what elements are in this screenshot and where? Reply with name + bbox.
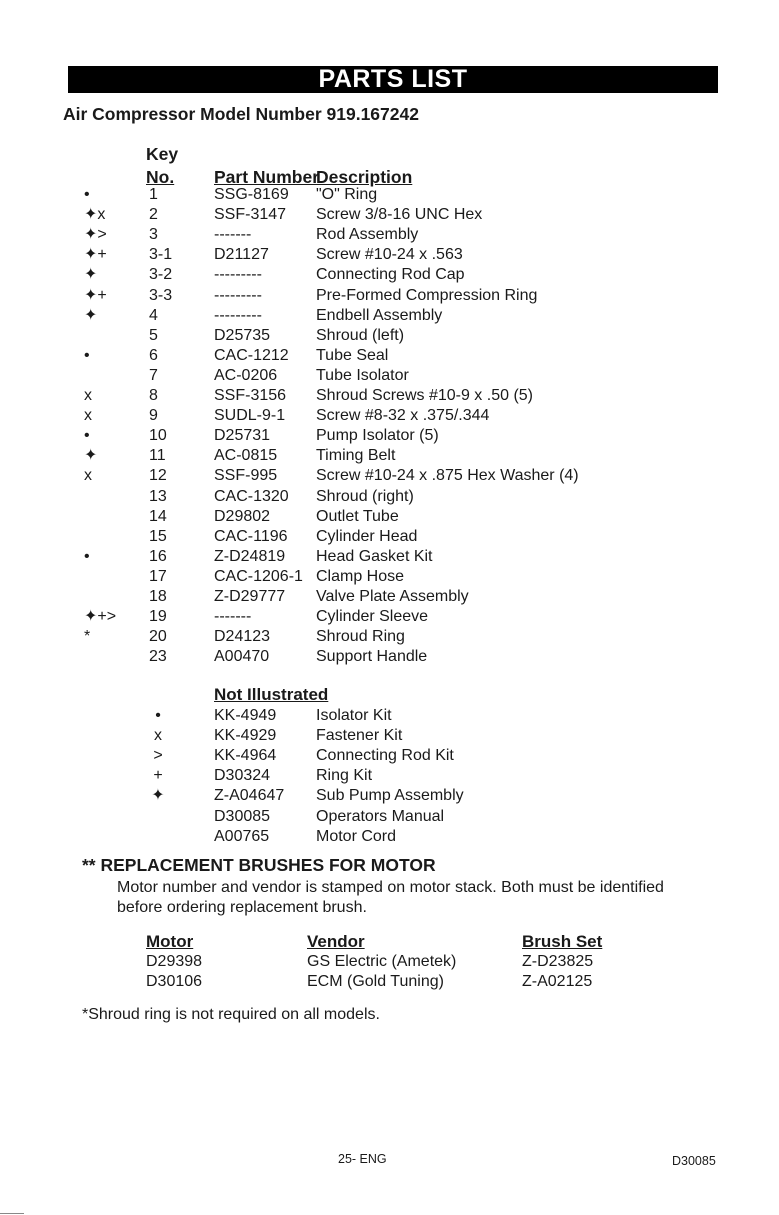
row-part-number: ------- (214, 226, 252, 244)
row-part-number: CAC-1196 (214, 527, 288, 545)
row-key-number: 3 (149, 226, 158, 244)
row-key-number: 8 (149, 387, 158, 404)
table-row (0, 386, 779, 406)
row-description: Shroud Ring (316, 628, 405, 646)
no-header: No. (146, 167, 175, 187)
list-item (0, 807, 779, 827)
row-description: Pre-Formed Compression Ring (316, 286, 538, 304)
vendor-header: Vendor (307, 932, 365, 951)
row-description: Connecting Rod Cap (316, 266, 465, 284)
list-item (0, 786, 779, 806)
table-row (0, 406, 779, 426)
row-key-number: 6 (149, 346, 158, 364)
row-description: Screw #8-32 x .375/.344 (316, 407, 490, 425)
footnote: *Shroud ring is not required on all models. (82, 1006, 380, 1023)
row-key-number: 10 (149, 427, 167, 445)
item-part-number: Z-A04647 (214, 787, 285, 805)
row-description: Shroud (left) (316, 326, 405, 344)
item-description: Sub Pump Assembly (316, 787, 464, 805)
row-key-number: 4 (149, 306, 158, 324)
table-row (0, 265, 779, 285)
row-description: Cylinder Sleeve (316, 608, 429, 626)
item-description: Isolator Kit (316, 707, 392, 724)
table-row (0, 346, 779, 366)
motor-header: Motor (146, 932, 194, 951)
row-symbol: ✦+ (84, 286, 107, 304)
table-row (0, 185, 779, 205)
row-key-number: 3-3 (149, 286, 173, 304)
row-description: Outlet Tube (316, 507, 399, 525)
table-row (0, 366, 779, 386)
item-symbol: > (153, 747, 163, 765)
item-symbol: x (154, 727, 162, 745)
row-symbol: x (84, 387, 92, 404)
row-symbol: x (84, 407, 92, 425)
item-part-number: KK-4929 (214, 727, 277, 745)
brush-set-header: Brush Set (522, 932, 603, 951)
list-item (0, 746, 779, 766)
row-part-number: D25731 (214, 427, 271, 445)
row-part-number: A00470 (214, 648, 270, 666)
row-key-number: 12 (149, 467, 167, 485)
row-description: Screw #10-24 x .563 (316, 246, 463, 264)
row-key-number: 3-2 (149, 266, 173, 284)
row-description: Rod Assembly (316, 226, 419, 244)
row-key-number: 13 (149, 487, 167, 505)
row-description: Screw 3/8-16 UNC Hex (316, 206, 483, 224)
row-key-number: 11 (149, 447, 166, 465)
row-description: Shroud (right) (316, 487, 414, 505)
table-row (0, 607, 779, 627)
row-description: Head Gasket Kit (316, 547, 433, 565)
row-key-number: 9 (149, 407, 158, 425)
brushes-text: Motor number and vendor is stamped on motor stack. Both must be identified before ordering replacement brush. (117, 879, 664, 916)
document-code: D30085 (672, 1154, 716, 1168)
row-key-number: 20 (149, 628, 167, 646)
row-symbol: ✦ (84, 266, 98, 284)
row-key-number: 16 (149, 547, 167, 565)
row-key-number: 23 (149, 648, 167, 666)
row-key-number: 14 (149, 507, 167, 525)
brush-vendor: ECM (Gold Tuning) (307, 973, 444, 990)
row-description: Screw #10-24 x .875 Hex Washer (4) (316, 467, 579, 485)
row-description: Clamp Hose (316, 567, 405, 585)
row-symbol: ✦ (84, 306, 98, 324)
list-item (0, 766, 779, 786)
item-description: Ring Kit (316, 767, 373, 785)
table-row (0, 306, 779, 326)
row-description: Endbell Assembly (316, 306, 443, 324)
list-item (0, 827, 779, 847)
row-symbol: • (84, 427, 90, 445)
row-symbol: * (84, 628, 91, 646)
row-key-number: 1 (149, 186, 158, 203)
table-row (0, 245, 779, 265)
row-symbol: ✦+> (84, 608, 117, 626)
brush-motor: D29398 (146, 953, 203, 970)
not-illustrated-header: Not Illustrated (214, 685, 329, 704)
brush-set: Z-D23825 (522, 953, 594, 970)
row-description: Pump Isolator (5) (316, 427, 439, 445)
item-symbol: + (153, 767, 163, 785)
row-part-number: SSG-8169 (214, 186, 289, 203)
row-part-number: SSF-995 (214, 467, 278, 485)
row-part-number: --------- (214, 306, 262, 324)
row-part-number: Z-D24819 (214, 547, 286, 565)
row-part-number: SUDL-9-1 (214, 407, 286, 425)
row-key-number: 5 (149, 326, 158, 344)
row-part-number: AC-0815 (214, 447, 278, 465)
table-row (0, 547, 779, 567)
row-symbol: ✦ (84, 447, 98, 465)
table-row (0, 487, 779, 507)
row-symbol: • (84, 346, 90, 364)
row-description: Valve Plate Assembly (316, 588, 469, 605)
row-part-number: ------- (214, 608, 252, 626)
table-row (0, 972, 779, 992)
table-row (0, 466, 779, 486)
row-part-number: --------- (214, 286, 262, 304)
row-part-number: D25735 (214, 326, 271, 344)
part-number-header: Part Number (214, 167, 320, 187)
key-header: Key (146, 144, 179, 164)
table-row (0, 587, 779, 607)
row-part-number: CAC-1320 (214, 487, 289, 505)
brush-motor: D30106 (146, 973, 203, 990)
row-part-number: SSF-3156 (214, 387, 287, 404)
item-symbol: • (155, 707, 161, 724)
row-part-number: SSF-3147 (214, 206, 287, 224)
row-key-number: 19 (149, 608, 167, 626)
row-symbol: • (84, 186, 90, 203)
row-key-number: 7 (149, 366, 158, 384)
item-part-number: A00765 (214, 827, 270, 845)
page-number: 25- ENG (338, 1152, 387, 1166)
row-key-number: 15 (149, 527, 167, 545)
row-part-number: --------- (214, 266, 262, 284)
table-row (0, 326, 779, 346)
row-part-number: AC-0206 (214, 366, 278, 384)
item-part-number: KK-4964 (214, 747, 277, 765)
table-row (0, 567, 779, 587)
row-symbol: • (84, 547, 90, 565)
row-part-number: CAC-1212 (214, 346, 289, 364)
row-key-number: 17 (149, 567, 167, 585)
row-description: Support Handle (316, 648, 428, 666)
table-row (0, 627, 779, 647)
row-key-number: 18 (149, 588, 167, 605)
row-symbol: ✦> (84, 226, 107, 244)
row-symbol: ✦x (84, 206, 106, 224)
item-part-number: D30324 (214, 767, 271, 785)
item-symbol: ✦ (151, 787, 165, 805)
item-part-number: KK-4949 (214, 707, 277, 724)
row-part-number: D24123 (214, 628, 271, 646)
row-key-number: 3-1 (149, 246, 173, 264)
table-row (0, 507, 779, 527)
brush-set: Z-A02125 (522, 973, 593, 990)
row-symbol: x (84, 467, 92, 485)
row-description: Tube Isolator (316, 366, 409, 384)
table-row (0, 446, 779, 466)
brush-vendor: GS Electric (Ametek) (307, 953, 457, 970)
table-row (0, 286, 779, 306)
row-description: Shroud Screws #10-9 x .50 (5) (316, 387, 533, 404)
brushes-title: ** REPLACEMENT BRUSHES FOR MOTOR (82, 855, 436, 875)
row-part-number: D21127 (214, 246, 269, 264)
parts-list-banner: PARTS LIST (68, 66, 718, 93)
table-row (0, 952, 779, 972)
row-description: Tube Seal (316, 346, 389, 364)
table-row (0, 527, 779, 547)
row-part-number: D29802 (214, 507, 271, 525)
row-part-number: CAC-1206-1 (214, 567, 303, 585)
model-title: Air Compressor Model Number 919.167242 (63, 104, 419, 124)
item-description: Operators Manual (316, 807, 445, 825)
row-description: Timing Belt (316, 447, 396, 465)
list-item (0, 726, 779, 746)
row-key-number: 2 (149, 206, 158, 224)
description-header: Description (316, 167, 413, 187)
row-description: "O" Ring (316, 186, 378, 203)
row-description: Cylinder Head (316, 527, 418, 545)
item-description: Fastener Kit (316, 727, 403, 745)
item-description: Connecting Rod Kit (316, 747, 454, 765)
table-row (0, 426, 779, 446)
row-part-number: Z-D29777 (214, 588, 286, 605)
item-part-number: D30085 (214, 807, 271, 825)
row-symbol: ✦+ (84, 246, 107, 264)
item-description: Motor Cord (316, 827, 397, 845)
table-row (0, 647, 779, 667)
table-row (0, 225, 779, 245)
list-item (0, 706, 779, 726)
table-row (0, 205, 779, 225)
page-edge-mark (0, 1213, 24, 1214)
